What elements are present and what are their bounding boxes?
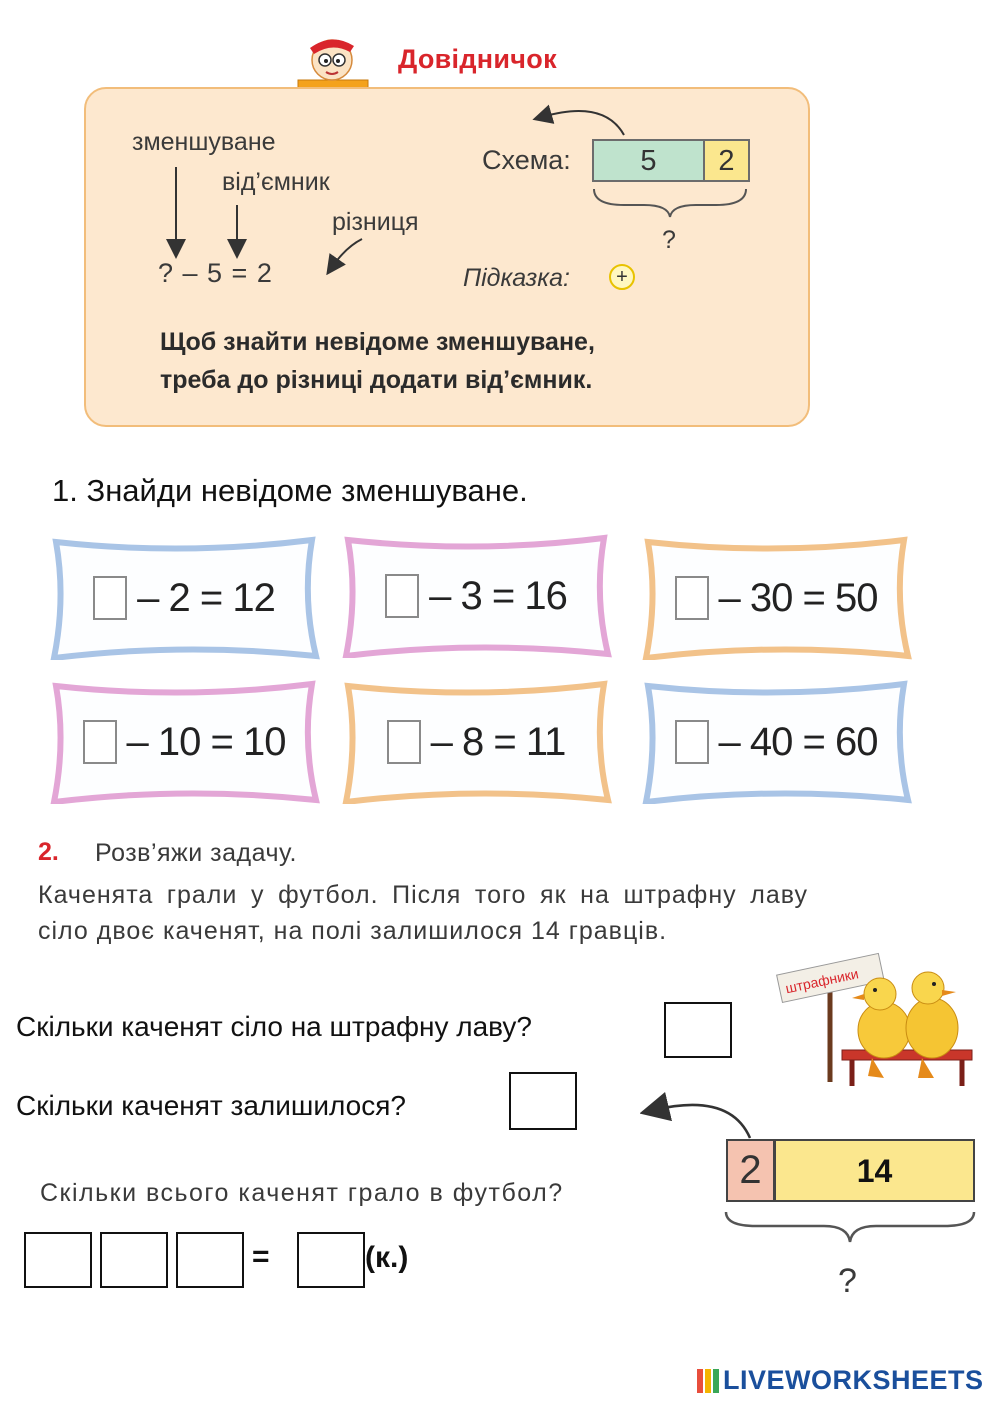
reference-title: Довідничок: [398, 44, 557, 74]
answer-box[interactable]: [675, 576, 709, 620]
pillow-card: [640, 680, 912, 804]
unit-label: (к.): [365, 1241, 409, 1274]
answer-box[interactable]: [93, 576, 127, 620]
answer-input-benched[interactable]: [664, 1002, 732, 1058]
sign-text: штрафники: [783, 965, 860, 997]
label-difference: різниця: [332, 208, 419, 236]
label-subtrahend: від’ємник: [222, 168, 330, 196]
equation-text: – 8 = 11: [430, 719, 566, 764]
result-input[interactable]: [297, 1232, 365, 1288]
hint-label: Підказка:: [463, 264, 570, 292]
pillow-card: [48, 536, 320, 660]
question-remaining: Скільки каченят залишилося?: [16, 1090, 406, 1121]
scheme-question: ?: [662, 226, 676, 254]
equation-text: – 30 = 50: [718, 575, 878, 620]
answer-box[interactable]: [83, 720, 117, 764]
task2-problem: Каченята грали у футбол. Після того як на штрафну лаву сіло двоє каченят, на полі залишилося 14 гравців.: [38, 881, 808, 945]
pillow-card: [340, 534, 612, 658]
rule-line-1: Щоб знайти невідоме зменшуване,: [160, 328, 595, 356]
pillow-card: [340, 680, 612, 804]
scheme2-question: ?: [838, 1262, 857, 1300]
expression-input-3[interactable]: [176, 1232, 244, 1288]
scheme2-part-benched: 2: [726, 1139, 775, 1202]
rule-line-2: треба до різниці додати від’ємник.: [160, 366, 593, 394]
task2-title: Розв’яжи задачу.: [95, 839, 297, 867]
label-minuend: зменшуване: [132, 128, 276, 156]
mascot-icon: [292, 30, 374, 92]
example-equation: ? – 5 = 2: [158, 258, 273, 288]
answer-box[interactable]: [385, 574, 419, 618]
question-total: Скільки всього каченят грало в футбол?: [40, 1179, 564, 1207]
equation-text: – 40 = 60: [718, 719, 878, 764]
question-benched: Скільки каченят сіло на штрафну лаву?: [16, 1011, 532, 1042]
scheme-part-subtrahend: 2: [705, 139, 750, 182]
pillow-card: [48, 680, 320, 804]
logo-icon: [697, 1369, 719, 1393]
task1-title: 1. Знайди невідоме зменшуване.: [52, 473, 528, 508]
equation-text: – 3 = 16: [429, 573, 567, 618]
task2-number: 2.: [38, 838, 59, 866]
rule-text: [160, 323, 595, 399]
logo-text: LIVEWORKSHEETS: [723, 1365, 984, 1395]
expression-input-2[interactable]: [100, 1232, 168, 1288]
expression-input-1[interactable]: [24, 1232, 92, 1288]
scheme2-part-remaining: 14: [775, 1139, 975, 1202]
equation-text: – 2 = 12: [137, 575, 275, 620]
plus-icon: +: [609, 264, 635, 290]
ducks-illustration: [772, 952, 984, 1090]
answer-input-remaining[interactable]: [509, 1072, 577, 1130]
pillow-card: [640, 536, 912, 660]
equation-text: – 10 = 10: [126, 719, 286, 764]
liveworksheets-logo: [697, 1365, 984, 1396]
answer-box[interactable]: [675, 720, 709, 764]
scheme-part-minuend: 5: [592, 139, 705, 182]
scheme-label: Схема:: [482, 145, 571, 175]
equals-sign: =: [252, 1240, 270, 1273]
answer-box[interactable]: [387, 720, 421, 764]
